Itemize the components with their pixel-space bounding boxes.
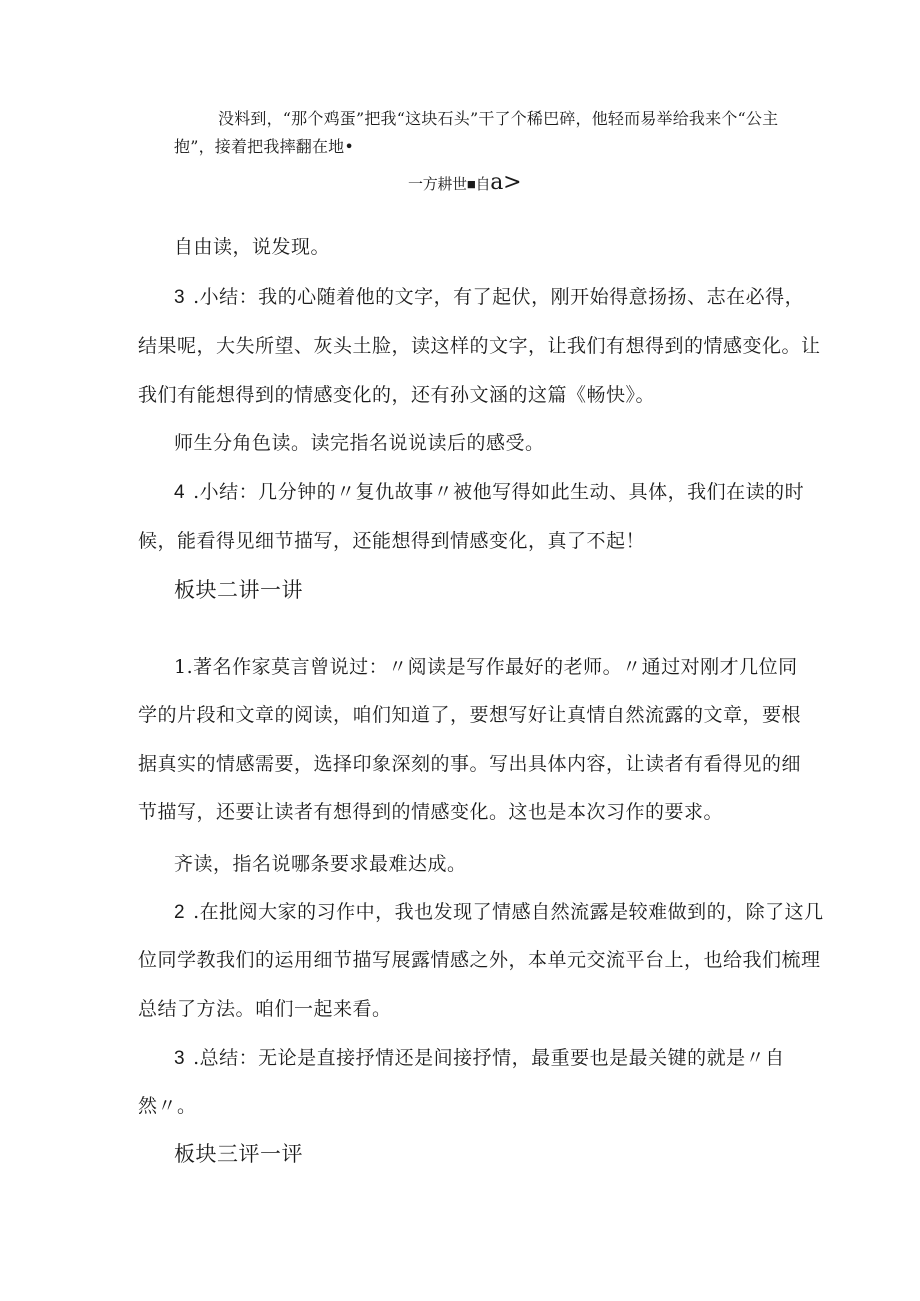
block-2-item-2-line-1: [174, 897, 824, 924]
block-3-heading: 板块三评一评: [174, 1142, 303, 1166]
summary-3-text-1: .小结：我的心随着他的文字，有了起伏，刚开始得意扬扬、志在必得，: [193, 286, 805, 308]
block-2-item-2-text-1: .在批阅大家的习作中，我也发现了情感自然流露是较难做到的，除了这几: [193, 901, 824, 923]
summary-3-number: 3: [174, 287, 186, 308]
figure-caption: [408, 170, 521, 195]
quote-line-2: 抱”，接着把我摔翻在地•: [174, 137, 355, 156]
summary-4-number: 4: [174, 482, 186, 503]
caption-text: 一方耕世■自: [408, 176, 491, 193]
block-2-item-3-line-1: [174, 1043, 785, 1070]
summary-3-line-3: 我们有能想得到的情感变化的，还有孙文涵的这篇《畅快》。: [138, 384, 656, 406]
summary-4-text-1: .小结：几分钟的〃复仇故事〃被他写得如此生动、具体，我们在读的时: [193, 481, 805, 503]
block-2-item-2-line-2: 位同学教我们的运用细节描写展露情感之外，本单元交流平台上，也给我们梳理: [138, 949, 821, 971]
caption-glyph: a>: [490, 170, 522, 195]
summary-4-line-1: [174, 477, 804, 504]
summary-3-line-1: [174, 282, 804, 309]
quote-line-1: 没料到，“那个鸡蛋”把我“这块石头”干了个稀巴碎，他轻而易举给我来个“公主: [218, 109, 779, 128]
block-2-item-1-line-1: 1.著名作家莫言曾说过：〃阅读是写作最好的老师。〃通过对刚才几位同: [174, 656, 798, 678]
block-2-item-3-line-2: 然〃。: [138, 1095, 197, 1117]
summary-3-line-2: 结果呢，大失所望、灰头土脸，读这样的文字，让我们有想得到的情感变化。让: [138, 335, 821, 357]
free-read-line: 自由读，说发现。: [174, 236, 331, 258]
block-2-item-2-number: 2: [174, 902, 186, 923]
block-2-item-1-line-3: 据真实的情感需要，选择印象深刻的事。写出具体内容，让读者有看得见的细: [138, 753, 802, 775]
block-2-item-2-line-3: 总结了方法。咱们一起来看。: [138, 998, 392, 1020]
block-2-item-1-line-4: 节描写，还要让读者有想得到的情感变化。这也是本次习作的要求。: [138, 801, 724, 823]
group-read-line: 齐读，指名说哪条要求最难达成。: [174, 853, 467, 875]
block-2-item-3-text-1: .总结：无论是直接抒情还是间接抒情，最重要也是最关键的就是〃自: [193, 1047, 785, 1069]
block-2-item-1-line-2: 学的片段和文章的阅读，咱们知道了，要想写好让真情自然流露的文章，要根: [138, 704, 802, 726]
summary-4-line-2: 候，能看得见细节描写，还能想得到情感变化，真了不起！: [138, 530, 646, 552]
block-2-heading: 板块二讲一讲: [174, 578, 303, 602]
block-2-item-3-number: 3: [174, 1048, 186, 1069]
role-read-line: 师生分角色读。读完指名说说读后的感受。: [174, 432, 545, 454]
